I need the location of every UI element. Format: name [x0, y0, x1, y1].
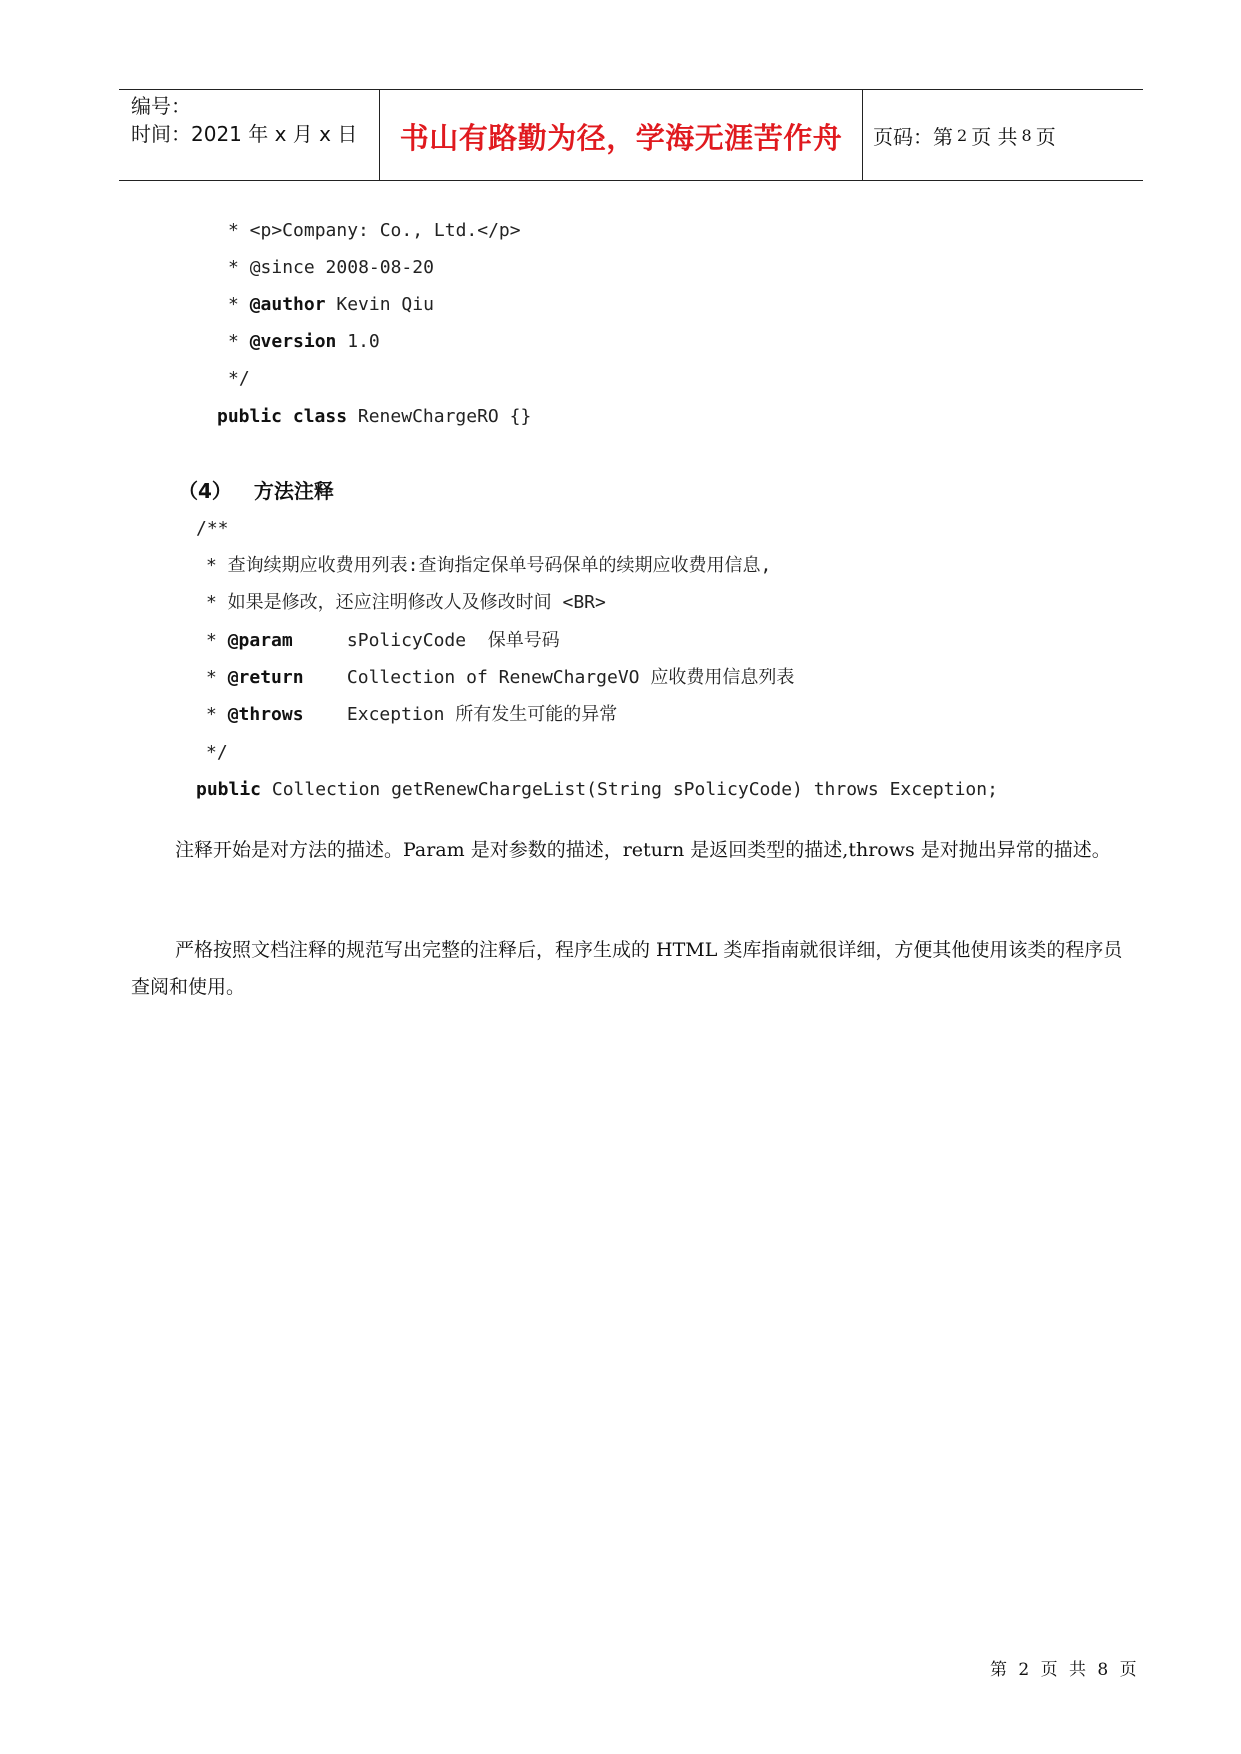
since-tag: @since — [249, 257, 315, 278]
return-tag: @return — [227, 667, 304, 688]
method-comment-desc: * 查询续期应收费用列表:查询指定保单号码保单的续期应收费用信息, — [206, 555, 772, 576]
class-decl-keyword: public class — [217, 406, 348, 427]
method-decl-keyword: public — [196, 779, 262, 800]
header-meta — [119, 90, 379, 180]
document-number-label: 编号： — [131, 94, 191, 118]
page-label-prefix: 页码：第 — [873, 124, 953, 149]
body-paragraph: 注释开始是对方法的描述。Param 是对参数的描述，return 是返回类型的描述,throws 是对抛出异常的描述。 — [175, 839, 1111, 861]
class-comment-author: * @author Kevin Qiu — [228, 294, 434, 315]
author-tag: @author — [249, 294, 326, 315]
version-tag: @version — [249, 331, 337, 352]
page-label-mid: 页 共 — [971, 124, 1018, 149]
class-comment-version: * @version 1.0 — [228, 331, 380, 352]
method-declaration: public Collection getRenewChargeList(String sPolicyCode) throws Exception; — [196, 779, 998, 800]
section-title: 方法注释 — [253, 479, 334, 503]
page-total: 8 — [1021, 125, 1032, 145]
header-motto-cell — [379, 90, 863, 180]
header-page-info — [863, 90, 1143, 180]
class-declaration: public class RenewChargeRO {} — [217, 406, 532, 427]
page-label-suffix: 页 — [1035, 124, 1056, 149]
throws-tag: @throws — [227, 704, 304, 725]
param-tag: @param — [227, 630, 293, 651]
method-comment-open: /** — [196, 518, 229, 539]
class-comment-line: * <p>Company: Co., Ltd.</p> — [228, 220, 521, 241]
method-comment-desc: * 如果是修改，还应注明修改人及修改时间 <BR> — [206, 592, 606, 613]
section-heading — [178, 478, 334, 504]
page-footer: 第 2 页 共 8 页 — [990, 1660, 1137, 1680]
method-comment-throws: * @throws Exception 所有发生可能的异常 — [206, 704, 618, 725]
class-comment-close: */ — [228, 368, 250, 389]
document-time-label: 时间：2021 年 x 月 x 日 — [131, 122, 358, 146]
method-comment-param: * @param sPolicyCode 保单号码 — [206, 630, 560, 651]
page-header — [119, 89, 1143, 181]
header-motto: 书山有路勤为径，学海无涯苦作舟 — [399, 120, 843, 155]
method-comment-return: * @return Collection of RenewChargeVO 应收费用信息列表 — [206, 667, 795, 688]
method-comment-close: */ — [206, 742, 228, 763]
class-comment-since: * @since 2008-08-20 — [228, 257, 434, 278]
section-number: （4） — [178, 479, 232, 503]
page-current: 2 — [957, 125, 968, 145]
body-paragraph: 严格按照文档注释的规范写出完整的注释后，程序生成的 HTML 类库指南就很详细，方便其他使用该类的程序员查阅和使用。 — [131, 939, 1123, 998]
